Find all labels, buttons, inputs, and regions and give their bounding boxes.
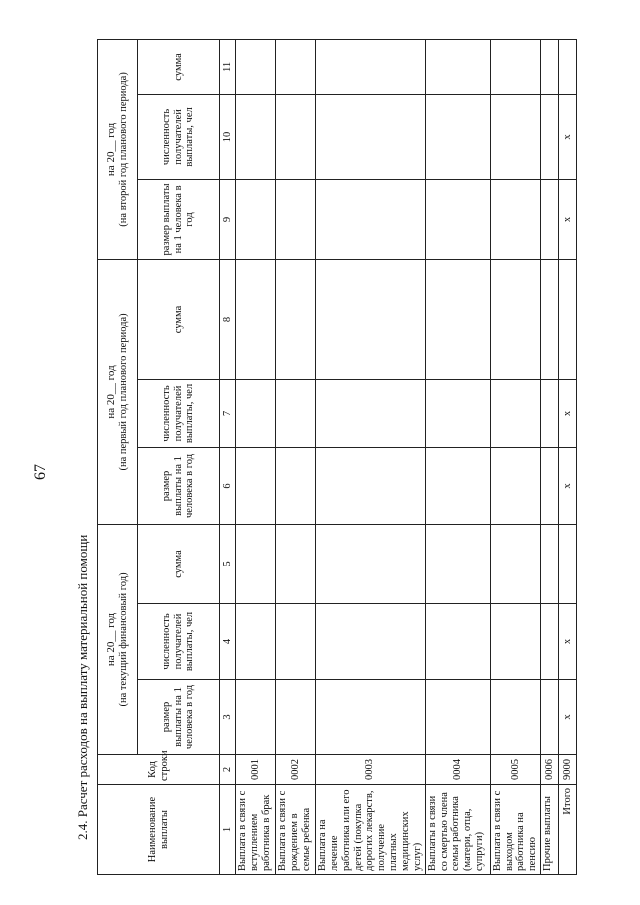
section-title: 2.4. Расчет расходов на выплату материальной помощи xyxy=(75,534,90,840)
cell xyxy=(316,39,426,94)
cell xyxy=(276,39,316,94)
total-label: Итого xyxy=(559,785,577,875)
cell xyxy=(276,179,316,259)
period-year: на 20__ год xyxy=(105,122,118,177)
cell xyxy=(425,524,490,603)
x-mark: x xyxy=(559,94,577,179)
subheader-count: численность получателей выплаты, чел xyxy=(138,604,220,680)
subheader-size: размер выплаты на 1 человека в год xyxy=(138,680,220,755)
cell xyxy=(236,524,276,603)
column-number: 7 xyxy=(220,379,236,447)
total-code: 9000 xyxy=(559,755,577,785)
row-code: 0006 xyxy=(541,755,559,785)
period-subtitle: (на текущий финансовый год) xyxy=(117,572,129,707)
row-name: Прочие выплаты xyxy=(541,785,559,875)
row-code: 0005 xyxy=(490,755,540,785)
cell xyxy=(276,680,316,755)
cell xyxy=(490,604,540,680)
cell xyxy=(316,447,426,524)
cell xyxy=(276,524,316,603)
cell xyxy=(559,524,577,603)
cell xyxy=(236,680,276,755)
column-number: 6 xyxy=(220,447,236,524)
table-row xyxy=(425,39,490,874)
cell xyxy=(236,94,276,179)
cell xyxy=(490,447,540,524)
header-period-current xyxy=(98,524,138,754)
cell xyxy=(490,259,540,379)
cell xyxy=(425,39,490,94)
row-name: Выплата в связи с рождением в семье ребенка xyxy=(276,785,316,875)
header-name: Наименование выплаты xyxy=(98,785,220,875)
column-number: 10 xyxy=(220,94,236,179)
column-number: 9 xyxy=(220,179,236,259)
x-mark: x xyxy=(559,680,577,755)
cell xyxy=(276,604,316,680)
cell xyxy=(425,680,490,755)
cell xyxy=(316,259,426,379)
cell xyxy=(541,447,559,524)
cell xyxy=(541,39,559,94)
cell xyxy=(316,379,426,447)
cell xyxy=(490,94,540,179)
cell xyxy=(236,179,276,259)
cell xyxy=(541,379,559,447)
column-number: 4 xyxy=(220,604,236,680)
cell xyxy=(541,524,559,603)
cell xyxy=(425,179,490,259)
x-mark: x xyxy=(559,604,577,680)
header-period-second xyxy=(98,39,138,259)
period-year: на 20__ год xyxy=(105,365,118,419)
subheader-size: размер выплаты на 1 человека в год xyxy=(138,179,220,259)
cell xyxy=(425,447,490,524)
cell xyxy=(490,179,540,259)
cell xyxy=(541,94,559,179)
table-row xyxy=(490,39,540,874)
row-name: Выплата на лечение работника или его детей (покупка дорогих лекарств, получение платных медицинских услуг) xyxy=(316,785,426,875)
x-mark: x xyxy=(559,447,577,524)
cell xyxy=(490,39,540,94)
period-subtitle: (на второй год планового периода) xyxy=(117,72,129,227)
subheader-sum: сумма xyxy=(138,524,220,603)
cell xyxy=(276,94,316,179)
row-name: Выплаты в связи со смертью члена семьи работника (матери, отца, супруги) xyxy=(425,785,490,875)
cell xyxy=(236,259,276,379)
cell xyxy=(541,179,559,259)
cell xyxy=(276,259,316,379)
cell xyxy=(236,39,276,94)
cell xyxy=(316,680,426,755)
cell xyxy=(425,259,490,379)
cell xyxy=(316,604,426,680)
page-number: 67 xyxy=(32,464,49,480)
row-name: Выплата в связи с выходом работника на пенсию xyxy=(490,785,540,875)
cell xyxy=(316,179,426,259)
cell xyxy=(490,379,540,447)
cell xyxy=(425,94,490,179)
subheader-sum: сумма xyxy=(138,259,220,379)
header-code: Код строки xyxy=(98,755,220,785)
cell xyxy=(559,259,577,379)
cell xyxy=(316,94,426,179)
table-row xyxy=(276,39,316,874)
cell xyxy=(276,379,316,447)
cell xyxy=(236,604,276,680)
cell xyxy=(541,604,559,680)
column-number: 5 xyxy=(220,524,236,603)
period-subtitle: (на первый год планового периода) xyxy=(117,313,129,471)
cell xyxy=(490,680,540,755)
material-aid-table xyxy=(97,39,577,875)
column-number: 1 xyxy=(220,785,236,875)
total-row xyxy=(559,39,577,874)
cell xyxy=(425,604,490,680)
period-year: на 20__ год xyxy=(105,612,118,667)
subheader-count: численность получателей выплаты, чел xyxy=(138,94,220,179)
cell xyxy=(541,680,559,755)
table-row xyxy=(236,39,276,874)
column-number: 11 xyxy=(220,39,236,94)
cell xyxy=(236,379,276,447)
subheader-count: численность получателей выплаты, чел xyxy=(138,379,220,447)
cell xyxy=(541,259,559,379)
x-mark: x xyxy=(559,179,577,259)
cell xyxy=(559,39,577,94)
table-row xyxy=(541,39,559,874)
subheader-sum: сумма xyxy=(138,39,220,94)
row-name: Выплата в связи с вступлением работника в брак xyxy=(236,785,276,875)
column-number: 2 xyxy=(220,755,236,785)
cell xyxy=(236,447,276,524)
cell xyxy=(490,524,540,603)
x-mark: x xyxy=(559,379,577,447)
row-code: 0001 xyxy=(236,755,276,785)
table-row xyxy=(316,39,426,874)
subheader-size: размер выплаты на 1 человека в год xyxy=(138,447,220,524)
cell xyxy=(425,379,490,447)
row-code: 0003 xyxy=(316,755,426,785)
row-code: 0002 xyxy=(276,755,316,785)
column-number: 3 xyxy=(220,680,236,755)
row-code: 0004 xyxy=(425,755,490,785)
column-number: 8 xyxy=(220,259,236,379)
cell xyxy=(276,447,316,524)
cell xyxy=(316,524,426,603)
header-period-first xyxy=(98,259,138,524)
